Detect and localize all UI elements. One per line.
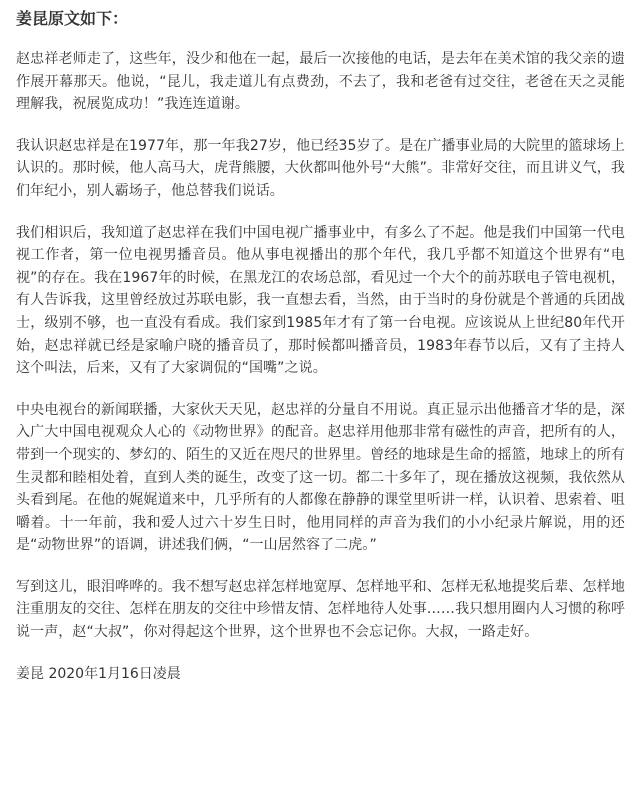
signature-line: 姜昆 2020年1月16日凌晨 [16, 665, 181, 682]
paragraph-3: 我们相识后，我知道了赵忠祥在我们中国电视广播事业中，有多么了不起。他是我们中国第一代电视工作者，第一位电视男播音员。他从事电视播出的那个年代，我几乎都不知道这个世界有“电视”的存在。我在1967年的时候，在黑龙江的农场总部，看见过一个大个的前苏联电子管电视机，有人告诉我，这里曾经放过苏联电影，我一直想去看，当然，由于当时的身份就是个普通的兵团战士，级别不够，也一直没有看成。我们家到1985年才有了第一台电视。应该说从上世纪80年代开始，赵忠祥就已经是家喻户晓的播音员了，那时候都叫播音员，1983年春节以后，又有了主持人这个叫法，后来，又有了大家调侃的“国嘴”之说。 [16, 224, 625, 377]
paragraph-1: 赵忠祥老师走了，这些年，没少和他在一起，最后一次接他的电话，是去年在美术馆的我父亲的遗作展开幕那天。他说，“昆儿，我走道儿有点费劲，不去了，我和老爸有过交往，老爸在天之灵能理解我，祝展览成功！”我连连道谢。 [16, 51, 625, 113]
paragraph-2: 我认识赵忠祥是在1977年，那一年我27岁，他已经35岁了。是在广播事业局的大院里的篮球场上认识的。那时候，他人高马大，虎背熊腰，大伙都叫他外号“大熊”。非常好交往，而且讲义气，我们年纪小，别人霸场子，他总替我们说话。 [16, 137, 625, 199]
article-title: 姜昆原文如下： [16, 9, 129, 28]
paragraph-4: 中央电视台的新闻联播，大家伙天天见，赵忠祥的分量自不用说。真正显示出他播音才华的是，深入广大中国电视观众人心的《动物世界》的配音。赵忠祥用他那非常有磁性的声音，把所有的人，带到一个现实的、梦幻的、陌生的又近在咫尺的世界里。曾经的地球是生命的摇篮，地球上的所有生灵都和睦相处着，直到人类的诞生，改变了这一切。都二十多年了，现在播放这视频，我依然从头看到尾。在他的娓娓道来中，几乎所有的人都像在静静的课堂里听讲一样，认识着、思索着、咀嚼着。十一年前，我和爱人过六十岁生日时，他用同样的声音为我们的小小纪录片解说，用的还是“动物世界”的语调，讲述我们俩，“一山居然容了二虎。” [16, 401, 625, 554]
paragraph-5: 写到这儿，眼泪哗哗的。我不想写赵忠祥怎样地宽厚、怎样地平和、怎样无私地提奖后辈、怎样地注重朋友的交往、怎样在朋友的交往中珍惜友情、怎样地待人处事……我只想用圈内人习惯的称呼说一声，赵“大叔”，你对得起这个世界，这个世界也不会忘记你。大叔，一路走好。 [16, 578, 625, 641]
